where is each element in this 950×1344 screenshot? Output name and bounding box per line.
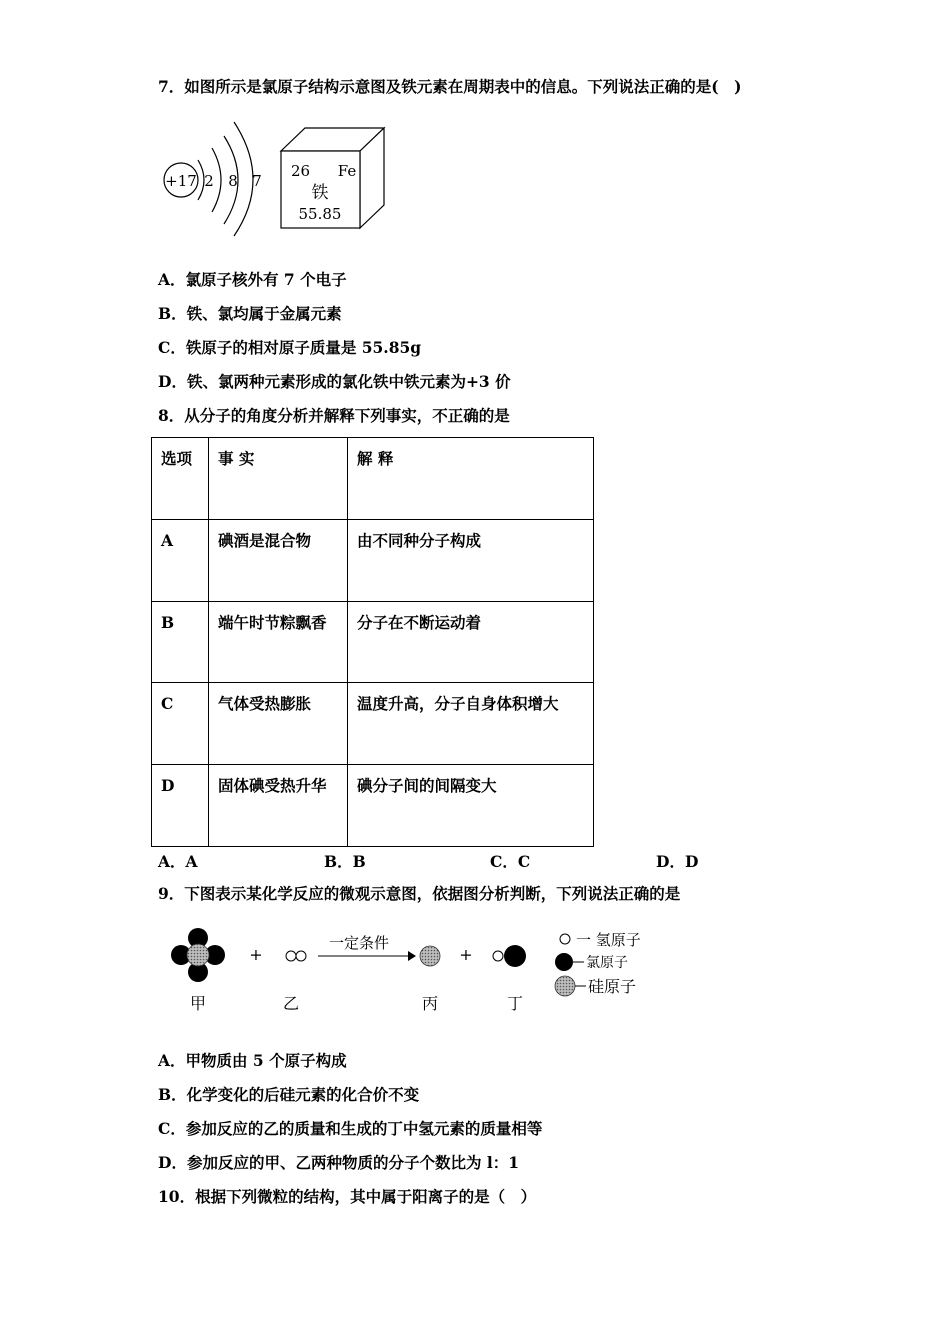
reaction-arrow [318, 934, 416, 961]
si-atom [187, 944, 209, 966]
legend-si-icon [555, 976, 575, 996]
label-jia: 甲 [189, 994, 207, 1013]
row-key: C [152, 683, 209, 765]
q7-option-c: C．铁原子的相对原子质量是 55.85g [158, 338, 422, 357]
header-explain: 解 释 [348, 438, 594, 520]
shell-arc-1 [198, 160, 204, 200]
q8-stem: 8．从分子的角度分析并解释下列事实，不正确的是 [158, 406, 510, 425]
molecule-bing [420, 946, 440, 966]
arrow-head [408, 951, 416, 961]
q9-stem: 9．下图表示某化学反应的微观示意图，依据图分析判断，下列说法正确的是 [158, 884, 681, 903]
h-atom [493, 951, 503, 961]
h-atom [286, 951, 296, 961]
row-fact: 碘酒是混合物 [209, 519, 348, 601]
legend-h-icon [560, 934, 570, 944]
q8-option-c: C．C [490, 852, 531, 871]
header-fact: 事 实 [209, 438, 348, 520]
label-ding: 丁 [506, 994, 524, 1013]
h-atom [296, 951, 306, 961]
q9-option-b: B．化学变化的后硅元素的化合价不变 [158, 1085, 420, 1104]
row-fact: 端午时节粽飘香 [209, 601, 348, 683]
cl-atom [504, 945, 526, 967]
row-fact: 气体受热膨胀 [209, 683, 348, 765]
table-row [152, 601, 594, 683]
q8-option-b: B．B [324, 852, 366, 871]
q9-option-d: D．参加反应的甲、乙两种物质的分子个数比为 l：1 [158, 1153, 520, 1172]
table-header-row [152, 438, 594, 520]
q7-figure [160, 118, 400, 240]
q7-stem: 7．如图所示是氯原子结构示意图及铁元素在周期表中的信息。下列说法正确的是( ) [158, 77, 742, 96]
q8-option-d: D．D [656, 852, 699, 871]
row-explain: 分子在不断运动着 [348, 601, 594, 683]
legend-silicon: 硅原子 [588, 977, 637, 996]
reaction-diagram [160, 922, 660, 1020]
table-row [152, 765, 594, 847]
q8-option-a: A．A [158, 852, 198, 871]
shell-2-electrons: 8 [228, 172, 238, 190]
legend-chlorine: 氯原子 [586, 955, 628, 971]
molecule-jia [171, 928, 225, 982]
facts-table [151, 437, 594, 847]
plus-sign: + [249, 945, 263, 964]
row-fact: 固体碘受热升华 [209, 765, 348, 847]
table-row [152, 683, 594, 765]
row-explain: 由不同种分子构成 [348, 519, 594, 601]
legend [555, 931, 641, 996]
header-option: 选项 [152, 438, 209, 520]
q7-option-b: B．铁、氯均属于金属元素 [158, 304, 342, 323]
q7-option-d: D．铁、氯两种元素形成的氯化铁中铁元素为+3 价 [158, 372, 511, 391]
label-yi: 乙 [282, 994, 300, 1013]
chlorine-atom-diagram [164, 122, 262, 236]
q7-option-a: A．氯原子核外有 7 个电子 [158, 270, 347, 289]
element-symbol: Fe [337, 162, 357, 180]
row-key: B [152, 601, 209, 683]
atomic-mass: 55.85 [298, 205, 342, 223]
row-key: D [152, 765, 209, 847]
molecule-yi [286, 951, 306, 961]
legend-cl-icon [555, 953, 573, 971]
row-key: A [152, 519, 209, 601]
plus-sign: + [459, 945, 473, 964]
shell-1-electrons: 2 [204, 172, 214, 190]
shell-3-electrons: 7 [252, 172, 262, 190]
reaction-condition: 一定条件 [328, 934, 390, 952]
table-row [152, 519, 594, 601]
q9-option-c: C．参加反应的乙的质量和生成的丁中氢元素的质量相等 [158, 1119, 543, 1138]
q10-stem: 10．根据下列微粒的结构，其中属于阳离子的是（ ） [158, 1187, 537, 1206]
iron-element-cube [281, 128, 384, 228]
q9-option-a: A．甲物质由 5 个原子构成 [158, 1051, 347, 1070]
molecule-ding [493, 945, 526, 967]
row-explain: 碘分子间的间隔变大 [348, 765, 594, 847]
atomic-number: 26 [291, 162, 311, 180]
nucleus-charge: +17 [165, 172, 197, 190]
row-explain: 温度升高，分子自身体积增大 [348, 683, 594, 765]
element-name: 铁 [311, 183, 329, 203]
label-bing: 丙 [421, 994, 439, 1013]
legend-hydrogen: 一 氢原子 [576, 931, 641, 949]
